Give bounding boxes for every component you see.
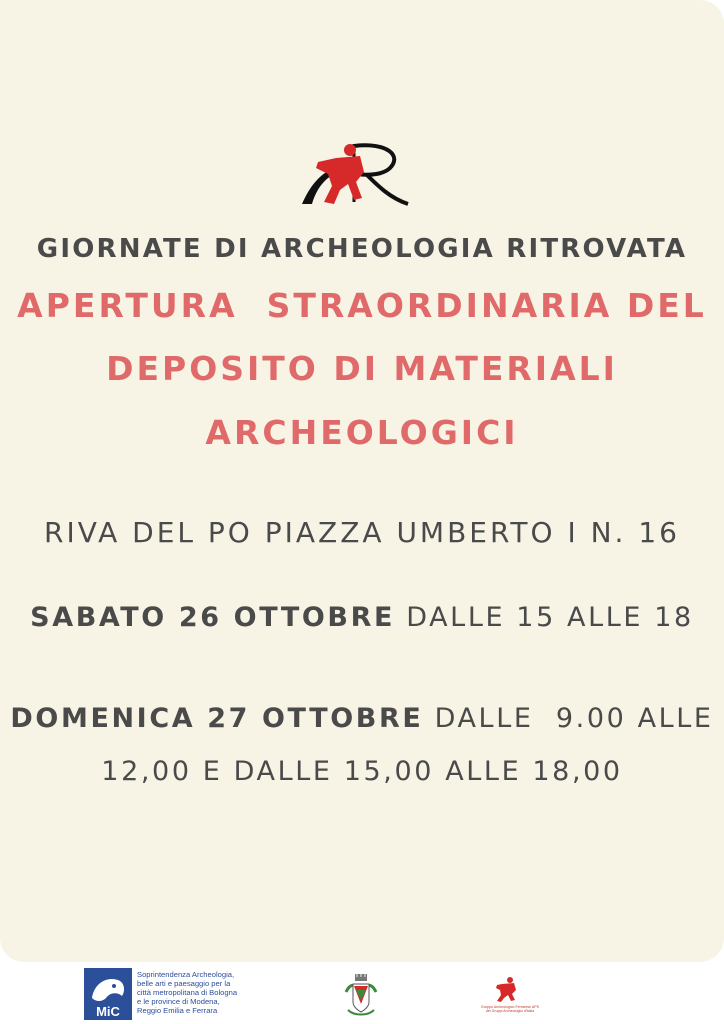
soprintendenza-line: belle arti e paesaggio per la <box>137 979 231 988</box>
saturday-schedule <box>0 602 724 633</box>
sunday-day: DOMENICA 27 OTTOBRE <box>10 703 424 734</box>
sunday-schedule <box>0 703 724 734</box>
headline-line-2: DEPOSITO DI MATERIALI <box>106 349 618 388</box>
saturday-hours: DALLE 15 ALLE 18 <box>395 602 694 633</box>
saturday-day: SABATO 26 OTTOBRE <box>30 602 396 633</box>
sunday-hours-line-2: 12,00 E DALLE 15,00 ALLE 18,00 <box>101 756 623 787</box>
sunday-hours-line-1: DALLE 9.00 ALLE <box>423 703 714 734</box>
soprintendenza-line: Reggio Emilia e Ferrara <box>137 1006 218 1015</box>
gruppo-text <box>474 1005 546 1014</box>
headline-line-3: ARCHEOLOGICI <box>205 413 519 452</box>
municipal-crest-icon <box>344 974 378 1018</box>
headline-line-1: APERTURA STRAORDINARIA DEL <box>17 286 707 325</box>
gruppo-archeologico-icon <box>496 976 522 1002</box>
address: RIVA DEL PO PIAZZA UMBERTO I N. 16 <box>44 516 680 549</box>
gruppo-line: Gruppo Archeologico Ferrarese APS <box>480 1005 540 1009</box>
ar-logo-icon <box>298 138 410 208</box>
soprintendenza-line: e le province di Modena, <box>137 997 220 1006</box>
soprintendenza-line: Soprintendenza Archeologia, <box>137 970 235 979</box>
soprintendenza-line: città metropolitana di Bologna <box>137 988 238 997</box>
soprintendenza-text <box>137 970 267 1015</box>
mic-logo-icon <box>84 968 132 1020</box>
mic-label: MiC <box>96 1004 120 1019</box>
gruppo-line: dei Gruppi Archeologici d'Italia <box>485 1009 535 1014</box>
event-name: GIORNATE DI ARCHEOLOGIA RITROVATA <box>36 234 688 264</box>
